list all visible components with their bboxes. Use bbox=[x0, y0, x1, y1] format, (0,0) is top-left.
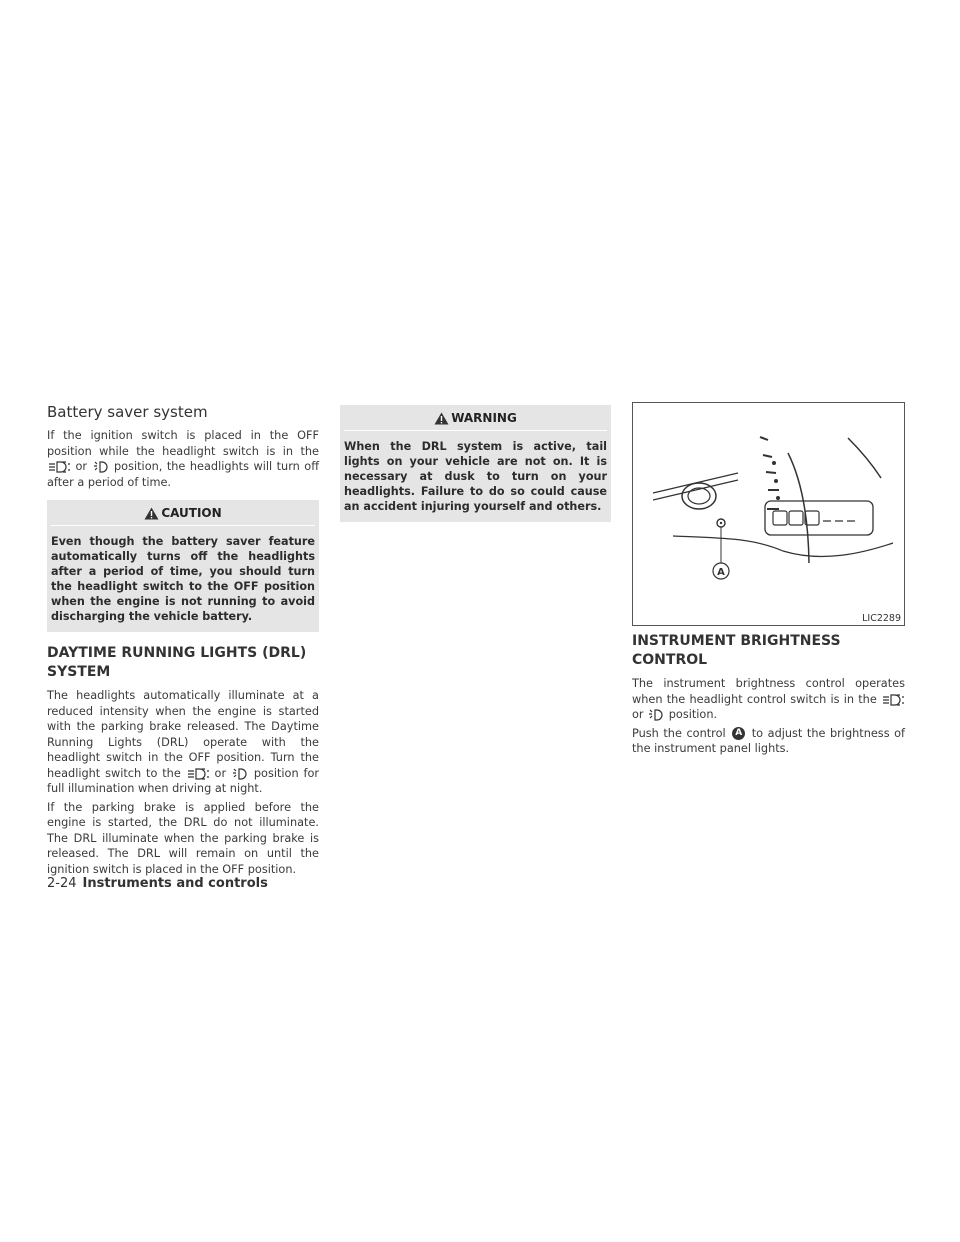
brightness-text-b: position. bbox=[668, 708, 718, 721]
or-text: or bbox=[75, 460, 88, 473]
battery-saver-heading: Battery saver system bbox=[47, 403, 208, 421]
drl-text-a: The headlights automatically illuminate at a reduced intensity when the engine is started with the parking brake released. The Daytime Running Lights (DRL) operate with the headlight switch in the OFF position. Turn the headlight switch to the bbox=[47, 689, 319, 780]
caution-header bbox=[51, 504, 315, 526]
callout-a-icon: A bbox=[732, 727, 745, 740]
drl-paragraph-1 bbox=[47, 688, 319, 797]
drl-paragraph-2: If the parking brake is applied before the engine is started, the DRL do not illuminate. The DRL illuminate when the parking brake is released. The DRL will remain on until the ignition switch is placed in the OFF position. bbox=[47, 800, 319, 876]
or-text: or bbox=[632, 708, 644, 721]
warning-triangle-icon bbox=[434, 412, 449, 425]
or-text: or bbox=[214, 766, 227, 780]
caution-text: Even though the battery saver feature automatically turns off the headlights after a period of time, you should turn the headlight switch to the OFF position when the engine is not running to avoid discharging the vehicle battery. bbox=[51, 535, 315, 623]
page-footer bbox=[47, 876, 268, 891]
brightness-text-a: The instrument brightness control operates when the headlight control switch is in the bbox=[632, 677, 905, 706]
warning-box bbox=[340, 405, 611, 522]
headlight-icon bbox=[186, 768, 210, 780]
warning-header bbox=[344, 409, 607, 431]
page-number: 2-24 bbox=[47, 876, 77, 891]
parking-light-icon bbox=[231, 768, 249, 780]
battery-saver-text-a: If the ignition switch is placed in the OFF position while the headlight switch is in the bbox=[47, 429, 319, 458]
brightness-text-d: to adjust the brightness of the instrument panel lights. bbox=[632, 726, 906, 755]
warning-title: WARNING bbox=[451, 411, 517, 425]
column-left bbox=[47, 402, 319, 880]
section-title: Instruments and controls bbox=[82, 876, 268, 891]
brightness-heading: INSTRUMENT BRIGHTNESS CONTROL bbox=[632, 633, 841, 668]
warning-text: When the DRL system is active, tail lights on your vehicle are not on. It is necessary at dusk to turn on your headlights. Failure to do so could cause an accident injuring yourself and others. bbox=[344, 440, 607, 513]
drl-heading: DAYTIME RUNNING LIGHTS (DRL) SYSTEM bbox=[47, 645, 307, 680]
battery-saver-paragraph bbox=[47, 428, 319, 490]
instrument-figure bbox=[632, 402, 905, 626]
instrument-panel-illustration bbox=[633, 403, 904, 625]
headlight-icon bbox=[881, 694, 905, 706]
figure-callout-a: A bbox=[717, 567, 725, 578]
column-middle bbox=[340, 402, 611, 522]
brightness-paragraph-1 bbox=[632, 676, 905, 723]
caution-title: CAUTION bbox=[161, 506, 222, 520]
column-right bbox=[632, 402, 905, 760]
battery-saver-text-b: position, the headlights will turn off after a period of time. bbox=[47, 460, 319, 489]
headlight-icon bbox=[47, 461, 71, 473]
brightness-text-c: Push the control bbox=[632, 726, 726, 740]
drl-text-b: position for full illumination when driving at night. bbox=[47, 766, 320, 795]
figure-label: LIC2289 bbox=[862, 613, 901, 624]
parking-light-icon bbox=[92, 461, 110, 473]
caution-box bbox=[47, 500, 319, 632]
parking-light-icon bbox=[647, 709, 665, 721]
warning-triangle-icon bbox=[144, 507, 159, 520]
brightness-paragraph-2 bbox=[632, 726, 905, 757]
